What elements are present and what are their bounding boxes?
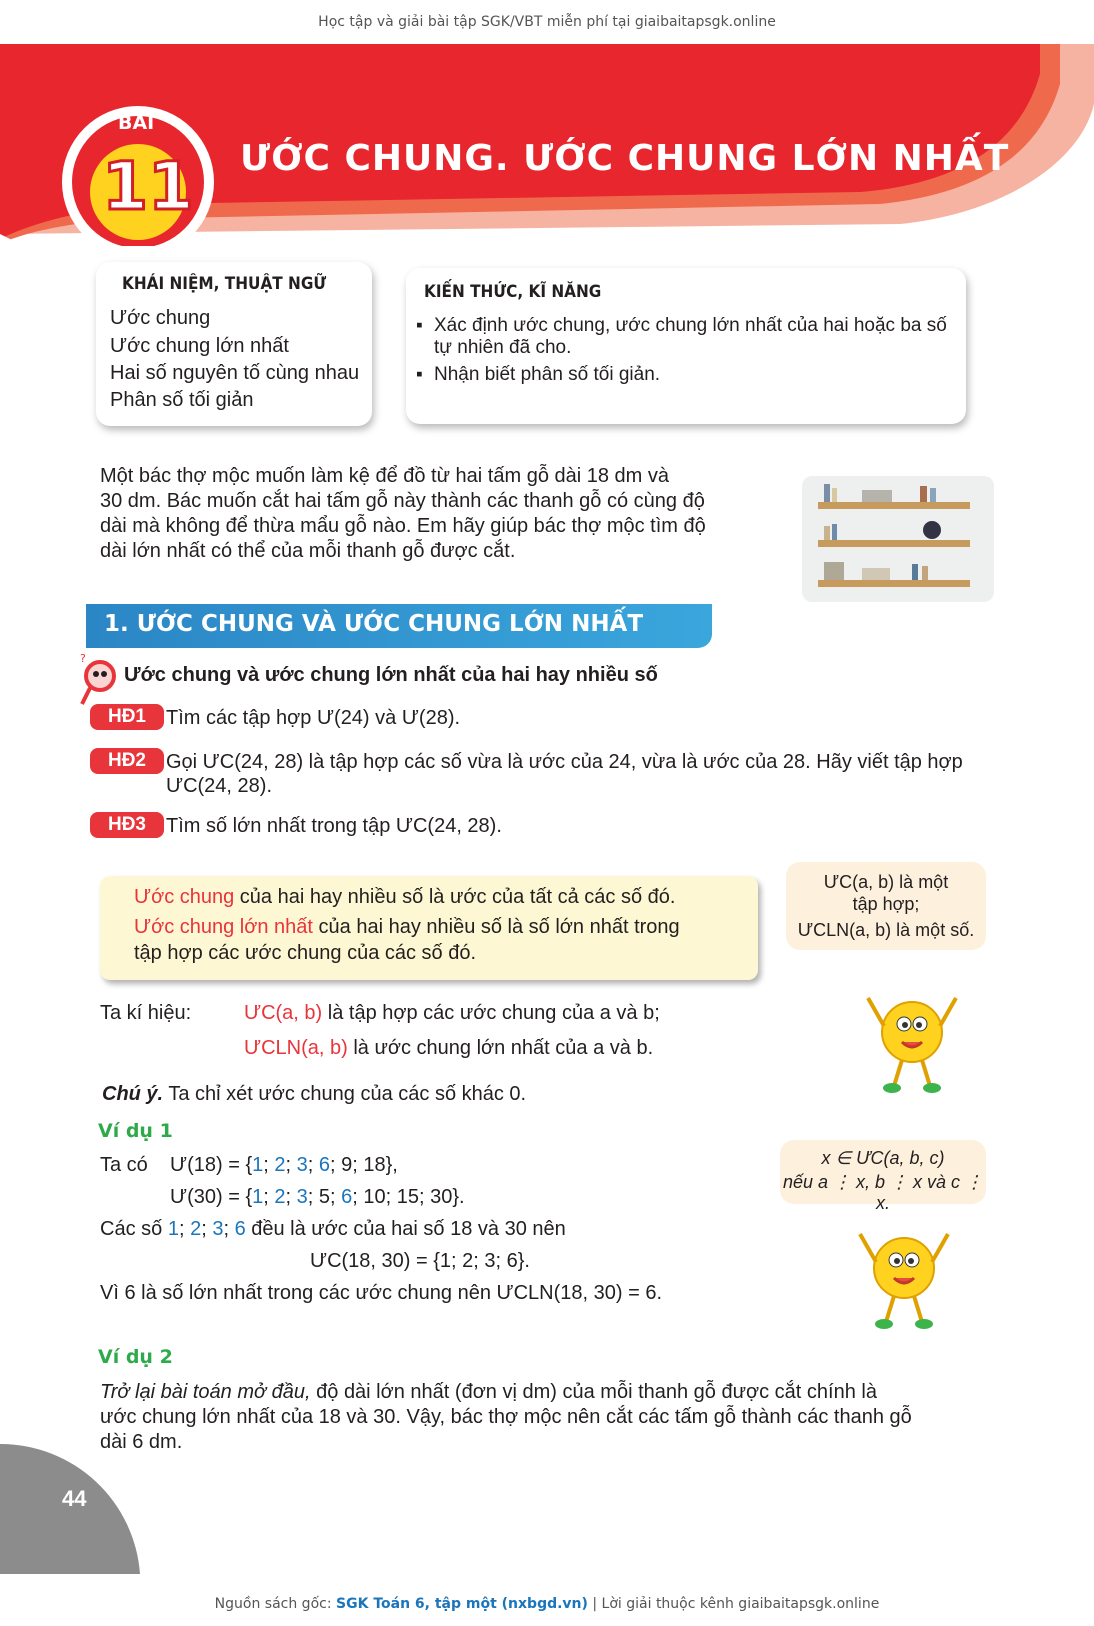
example1-line3: Các số 1; 2; 3; 6 đều là ước của hai số 18 và 30 nên — [100, 1218, 566, 1240]
skills-card — [406, 268, 966, 424]
mascot-icon — [864, 986, 964, 1096]
skill-bullet-icon: ▪ — [416, 364, 423, 385]
lesson-title: ƯỚC CHUNG. ƯỚC CHUNG LỚN NHẤT — [240, 138, 1010, 179]
skill-bullet-icon: ▪ — [416, 315, 423, 336]
example2-line — [100, 1380, 1000, 1405]
concepts-title: KHÁI NIỆM, THUẬT NGỮ — [122, 274, 327, 294]
skill-item: Nhận biết phân số tối giản. — [434, 364, 661, 385]
mascot-icon — [856, 1222, 956, 1334]
intro-line: dài mà không để thừa mẩu gỗ nào. Em hãy giúp bác thợ mộc tìm độ — [100, 515, 706, 537]
notation-symbol: ƯC(a, b) — [244, 1002, 323, 1024]
definition-line — [134, 886, 675, 909]
footer — [0, 1596, 1094, 1612]
example1-line2: Ư(30) = {1; 2; 3; 5; 6; 10; 15; 30}. — [170, 1186, 465, 1208]
concept-item: Ước chung — [110, 307, 211, 329]
section-subtitle: Ước chung và ước chung lớn nhất của hai hay nhiều số — [124, 664, 658, 686]
bubble-line: tập hợp; — [852, 894, 920, 914]
example2-lead: Trở lại bài toán mở đầu, — [100, 1381, 311, 1403]
common-divisor: 6 — [318, 1154, 330, 1176]
common-divisor: 6 — [234, 1218, 246, 1240]
set-rest: ; 9; 18}, — [330, 1154, 398, 1176]
activity-tag: HĐ3 — [90, 812, 164, 838]
set-mid: ; 5; — [307, 1186, 342, 1208]
activity-tag: HĐ1 — [90, 704, 164, 730]
common-divisor: 3 — [296, 1186, 308, 1208]
note-text: Ta chỉ xét ước chung của các số khác 0. — [163, 1083, 527, 1105]
common-divisor: 3 — [296, 1154, 308, 1176]
footer-prefix: Nguồn sách gốc: — [214, 1596, 337, 1612]
term-gcd: Ước chung lớn nhất — [134, 916, 313, 938]
text: độ dài lớn nhất (đơn vị dm) của mỗi thanh gỗ được cắt chính là — [310, 1381, 877, 1403]
definition-line — [134, 916, 680, 939]
common-divisor: 2 — [274, 1154, 286, 1176]
notation-label: Ta kí hiệu: — [100, 1002, 192, 1024]
example2-paragraph — [100, 1380, 1000, 1455]
example1-line5: Vì 6 là số lớn nhất trong các ước chung nên ƯCLN(18, 30) = 6. — [100, 1282, 663, 1304]
concept-item: Phân số tối giản — [110, 389, 254, 411]
concept-item: Ước chung lớn nhất — [110, 335, 289, 357]
speech-bubble — [780, 1140, 986, 1213]
section-title: 1. ƯỚC CHUNG VÀ ƯỚC CHUNG LỚN NHẤT — [104, 611, 644, 637]
concepts-card — [96, 262, 372, 426]
intro-line: 30 dm. Bác muốn cắt hai tấm gỗ này thành các thanh gỗ có cùng độ — [100, 490, 705, 512]
notation-line — [244, 1002, 660, 1025]
note-label: Chú ý. — [102, 1083, 164, 1105]
activity-tag: HĐ2 — [90, 748, 164, 774]
example1-prefix: Ta có — [100, 1154, 148, 1176]
svg-text:?: ? — [80, 652, 86, 665]
footer-source: SGK Toán 6, tập một (nxbgd.vn) — [336, 1596, 588, 1612]
definition-line: tập hợp các ước chung của các số đó. — [134, 942, 477, 964]
notation-symbol: ƯCLN(a, b) — [244, 1037, 348, 1059]
activity-text: Tìm các tập hợp Ư(24) và Ư(28). — [166, 707, 461, 729]
common-divisor: 1 — [252, 1154, 264, 1176]
activity-text: Gọi ƯC(24, 28) là tập hợp các số vừa là ước của 24, vừa là ước của 28. Hãy viết tập hợp — [166, 751, 963, 773]
example2-line: ước chung lớn nhất của 18 và 30. Vậy, bác thợ mộc nên cắt các tấm gỗ thành các thanh gỗ — [100, 1406, 912, 1428]
set-open: Ư(18) = { — [170, 1154, 253, 1176]
text: đều là ước của hai số 18 và 30 nên — [245, 1218, 566, 1240]
footer-suffix: | Lời giải thuộc kênh giaibaitapsgk.online — [587, 1596, 880, 1612]
bubble-line: ƯC(a, b) là một — [823, 872, 949, 892]
common-divisor: 1 — [167, 1218, 179, 1240]
example2-line: dài 6 dm. — [100, 1431, 183, 1453]
example1-title: Ví dụ 1 — [98, 1120, 173, 1142]
intro-line: Một bác thợ mộc muốn làm kệ để đồ từ hai tấm gỗ dài 18 dm và — [100, 465, 670, 487]
magnifier-mascot-icon — [80, 652, 122, 708]
intro-paragraph — [100, 464, 760, 564]
activity-text-cont: ƯC(24, 28). — [166, 775, 273, 797]
example1-line1: Ư(18) = {1; 2; 3; 6; 9; 18}, — [170, 1154, 398, 1176]
header-note: Học tập và giải bài tập SGK/VBT miễn phí tại giaibaitapsgk.online — [318, 14, 776, 30]
speech-bubble — [786, 862, 986, 950]
skill-item-cont: tự nhiên đã cho. — [434, 337, 572, 358]
skill-item: Xác định ước chung, ước chung lớn nhất của hai hoặc ba số — [434, 315, 947, 336]
definition-text: của hai hay nhiều số là số lớn nhất trong — [312, 916, 680, 938]
bubble-line: x ∈ ƯC(a, b, c) — [821, 1148, 945, 1168]
skills-title: KIẾN THỨC, KĨ NĂNG — [424, 282, 602, 302]
definition-box — [100, 876, 758, 980]
concept-item: Hai số nguyên tố cùng nhau — [110, 362, 360, 384]
set-open: Ư(30) = { — [170, 1186, 253, 1208]
example1-line4: ƯC(18, 30) = {1; 2; 3; 6}. — [310, 1250, 530, 1272]
common-divisor: 3 — [212, 1218, 224, 1240]
note-line — [102, 1083, 526, 1106]
example2-title: Ví dụ 2 — [98, 1346, 173, 1368]
common-divisor: 2 — [190, 1218, 202, 1240]
activity-text: Tìm số lớn nhất trong tập ƯC(24, 28). — [166, 815, 502, 837]
text: Các số — [100, 1218, 168, 1240]
lesson-number: 11 — [102, 148, 194, 225]
page-number: 44 — [62, 1486, 87, 1511]
lesson-label: BÀI — [118, 112, 155, 134]
bubble-line: nếu a ⋮ x, b ⋮ x và c ⋮ x. — [782, 1172, 984, 1213]
notation-line — [244, 1037, 653, 1060]
intro-line: dài lớn nhất có thể của mỗi thanh gỗ được cắt. — [100, 540, 516, 562]
set-rest: ; 10; 15; 30}. — [352, 1186, 465, 1208]
common-divisor: 1 — [252, 1186, 264, 1208]
notation-desc: là ước chung lớn nhất của a và b. — [347, 1037, 654, 1059]
common-divisor: 6 — [341, 1186, 353, 1208]
bookshelf-image — [802, 476, 994, 602]
bubble-line: ƯCLN(a, b) là một số. — [797, 920, 975, 940]
notation-desc: là tập hợp các ước chung của a và b; — [322, 1002, 660, 1024]
term-common-divisor: Ước chung — [134, 886, 235, 908]
common-divisor: 2 — [274, 1186, 286, 1208]
definition-text: của hai hay nhiều số là ước của tất cả các số đó. — [234, 886, 676, 908]
